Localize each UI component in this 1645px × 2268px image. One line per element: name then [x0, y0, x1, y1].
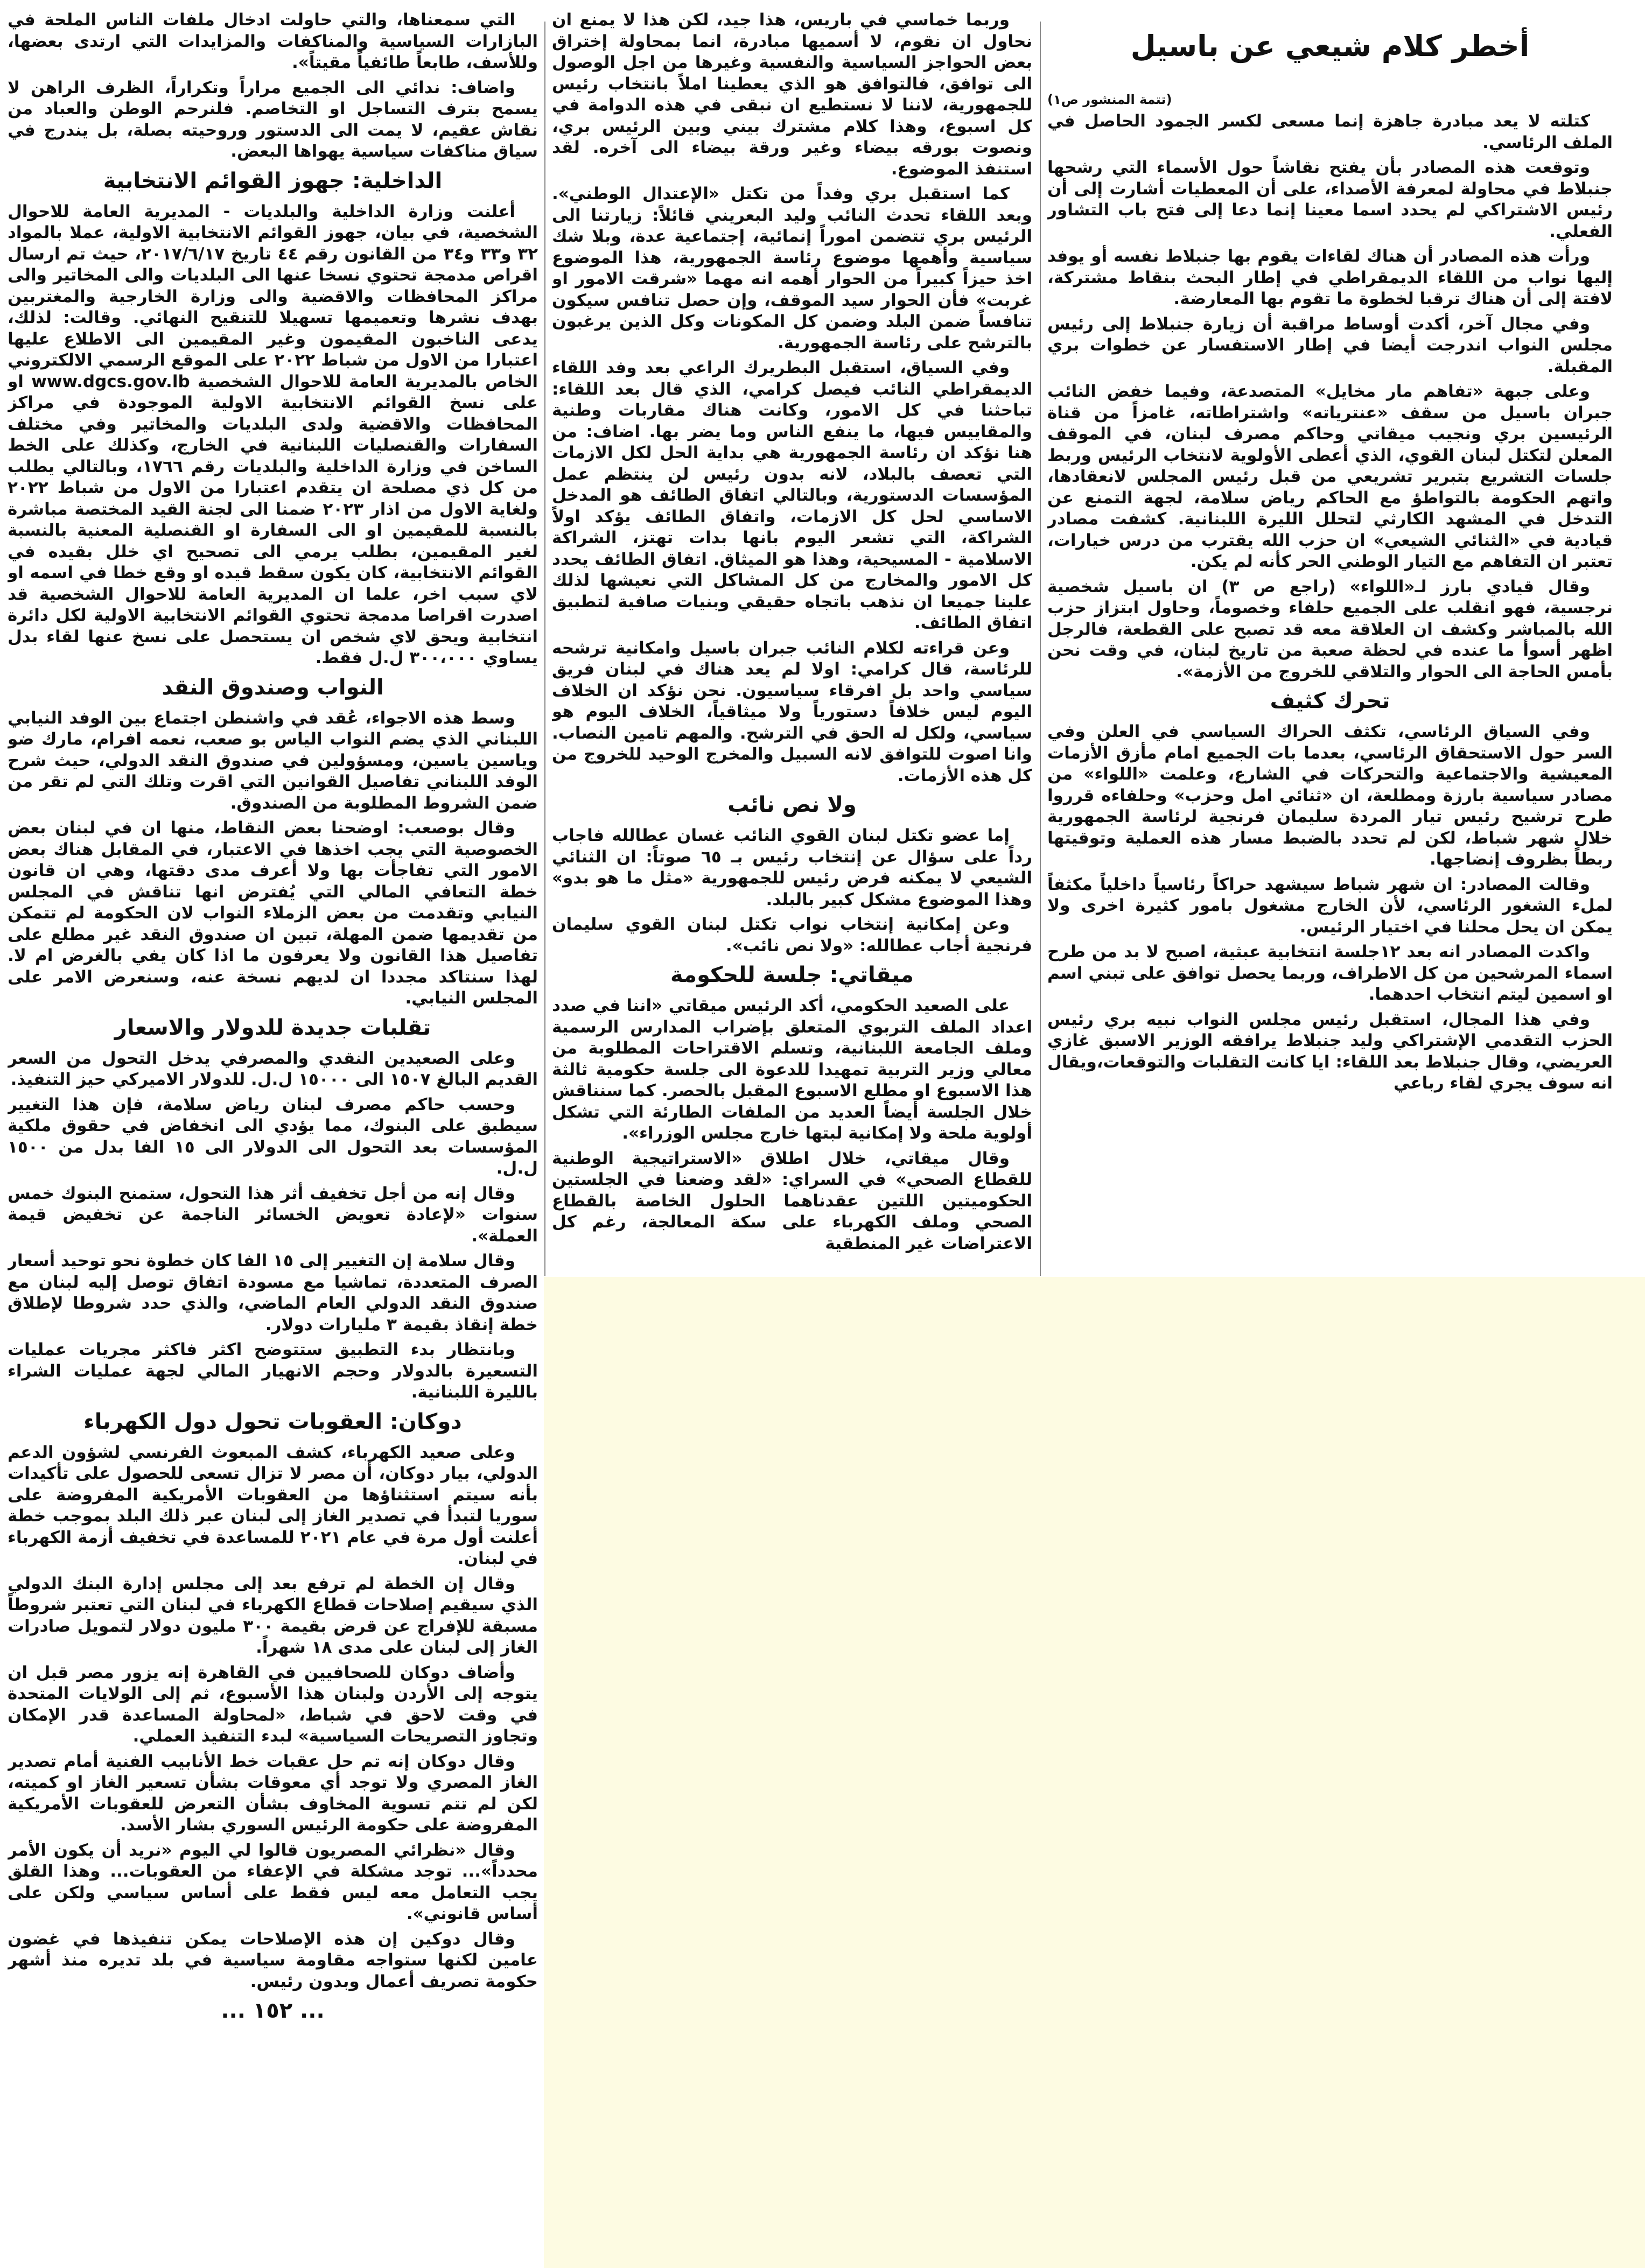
- section-heading: دوكان: العقوبات تحول دول الكهرباء: [83, 1409, 462, 1434]
- paragraph: وسط هذه الاجواء، عُقد في واشنطن اجتماع بين الوفد النيابي اللبناني الذي يضم النواب الياس بو صعب، نعمه افرام، مارك ضو وياسين ياسين، ومسؤولين في صندوق النقد الدولي، حيث شرح الوفد اللبناني تفاصيل القوانين التي اقرت وتلك التي لم تقر من ضمن الشروط المطلوبة من الصندوق.: [8, 708, 538, 813]
- paragraph: وقال «نظرائي المصريون قالوا لي اليوم «نريد أن يكون الأمر محدداً»... توجد مشكلة في الإعفاء من العقوبات... وهذا القلق يجب التعامل معه ليس فقط على أساس سياسي ولكن على أساس قانوني».: [8, 1840, 538, 1923]
- paragraph: وفي السياق الرئاسي، تكثف الحراك السياسي في العلن وفي السر حول الاستحقاق الرئاسي، بعدما بات الجميع امام مأزق الأزمات المعيشية والاجتماعية والتحركات في الشارع، وعلمت «اللواء» من مصادر سياسية بارزة ومطلعة، ان «ثنائي امل وحزب» وحلفاءه قرروا طرح ترشيح رئيس تيار المردة سليمان فرنجية لرئاسة الجمهورية خلال شهر شباط، لكن لم تحدد بالضبط مسار هذه العملية وتوقيتها ربطاً بظروف إنضاجها.: [1047, 722, 1613, 869]
- paragraph: وقال إنه من أجل تخفيف أثر هذا التحول، ستمنح البنوك خمس سنوات «لإعادة تعويض الخسائر الناجمة عن تخفيض قيمة العملة».: [8, 1183, 538, 1246]
- paragraph: واضاف: ندائي الى الجميع مراراً وتكراراً، الظرف الراهن لا يسمح بترف التساجل او التخاصم. فلنرحم الوطن والعباد من نقاش عقيم، لا يمت الى الدستور وروحيته بصلة، بل يندرج في سياق مناكفات سياسية يهواها البعض.: [8, 78, 538, 161]
- section-heading-cut: ... ١٥٢ ...: [221, 1998, 325, 2023]
- paragraph: على الصعيد الحكومي، أكد الرئيس ميقاتي «اننا في صدد اعداد الملف التربوي المتعلق بإضراب المدارس الرسمية وملف الجامعة اللبنانية، وتسلم الاقتراحات المطلوبة من معالي وزير التربية تمهيدا للدعوة الى جلسة حكومية ثالثة هذا الاسبوع او مطلع الاسبوع المقبل بالحصر. كما سنناقش خلال الجلسة أيضاً العديد من الملفات الطارئة التي تشكل أولوية ملحة ولا إمكانية لبتها خارج مجلس الوزراء».: [552, 996, 1032, 1143]
- section-heading: تحرك كثيف: [1270, 689, 1390, 713]
- paragraph: وعلى جبهة «تفاهم مار مخايل» المتصدعة، وفيما خفض النائب جبران باسيل من سقف «عنترياته» واشتراطاته، غامزاً من قناة الرئيسين بري ونجيب ميقاتي وحاكم مصرف لبنان، في الموقف المعلن لتكتل لبنان القوي، الذي أعطى الأولوية لانتخاب الرئيس وربط جلسات التشريع بتبرير تشريعي من قبل رئيس المجلس لانعقادها، واتهم الحكومة بالتواطؤ مع الحاكم رياض سلامة، لجهة التمنع عن التدخل في المشهد الكارثي لتحلل الليرة اللبنانية. كشفت مصادر قيادية في «الثنائي الشيعي» ان حزب الله يقترب من درس خيارات، تعتبر ان التفاهم مع التيار الوطني الحر كأنه لم يكن.: [1047, 382, 1613, 571]
- paragraph: وأضاف دوكان للصحافيين في القاهرة إنه يزور مصر قبل ان يتوجه إلى الأردن ولبنان هذا الأسبوع، ثم إلى الولايات المتحدة في وقت لاحق في شباط، «لمحاولة المساعدة قدر الإمكان وتجاوز التصريحات السياسية» لبدء التنفيذ العملي.: [8, 1662, 538, 1746]
- paragraph: وقال إن الخطة لم ترفع بعد إلى مجلس إدارة البنك الدولي الذي سيقيم إصلاحات قطاع الكهرباء في لبنان التي تعتبر شروطاً مسبقة للإفراج عن قرض بقيمة ٣٠٠ مليون دولار لتمويل صادرات الغاز إلى لبنان على مدى ١٨ شهراً.: [8, 1574, 538, 1657]
- column-middle: [552, 10, 1032, 1275]
- paragraph: وربما خماسي في باريس، هذا جيد، لكن هذا لا يمنع ان نحاول ان نقوم، لا أسميها مبادرة، انما بمحاولة إختراق بعض الحواجز السياسية والنفسية وغيرها من اجل الوصول الى توافق، فالتوافق هو الذي يعطينا املاً بانتخاب رئيس للجمهورية، لاننا لا نستطيع ان نبقى في هذه الدوامة في كل اسبوع، وهذا كلام مشترك بيني وبين الرئيس بري، ونصوت بورقه بيضاء وغير ورقة بيضاء الى آخره. لقد استنفذ الموضوع.: [552, 10, 1032, 179]
- paragraph: وعلى الصعيدين النقدي والمصرفي يدخل التحول من السعر القديم البالغ ١٥٠٧ الى ١٥٠٠٠ ل.ل. للدولار الاميركي حيز التنفيذ.: [8, 1048, 538, 1089]
- paragraph: وعن قراءته لكلام النائب جبران باسيل وامكانية ترشحه للرئاسة، قال كرامي: اولا لم يعد هناك في لبنان فريق سياسي واحد بل افرقاء سياسيون. نحن نؤكد ان الخلاف اليوم ليس خلافاً دستورياً ولا ميثاقياً، الخلاف اليوم هو سياسي، ولكل له الحق في الترشح. والمهم تامين النصاب. وانا اصوت للتوافق لانه السبيل والمخرج الوحيد للخروج من كل هذه الأزمات.: [552, 638, 1032, 785]
- paragraph: وفي هذا المجال، استقبل رئيس مجلس النواب نبيه بري رئيس الحزب التقدمي الإشتراكي وليد جنبلاط يرافقه الوزير الاسبق غازي العريضي، وقال جنبلاط بعد اللقاء: ايا كانت التقلبات والتوقعات،ويقال انه سوف يجري لقاء رباعي: [1047, 1009, 1613, 1093]
- paragraph: واكدت المصادر انه بعد ١٢جلسة انتخابية عبثية، اصبح لا بد من طرح اسماء المرشحين من كل الاطراف، وربما يحصل توافق على تبني اسم او اسمين ليتم انتخاب احدهما.: [1047, 942, 1613, 1004]
- section-heading: الداخلية: جهوز القوائم الانتخابية: [103, 168, 443, 193]
- section-heading: تقلبات جديدة للدولار والاسعار: [114, 1015, 431, 1040]
- paragraph: وقالت المصادر: ان شهر شباط سيشهد حراكاً رئاسياً داخلياً مكثفاً لملء الشغور الرئاسي، لأن الخارج مشغول بامور كثيرة اخرى ولا يمكن ان يحل محلنا في اختيار الرئيس.: [1047, 874, 1613, 937]
- paragraph: وقال دوكين إن هذه الإصلاحات يمكن تنفيذها في غضون عامين لكنها ستواجه مقاومة سياسية في بلد تديره منذ أشهر حكومة تصريف أعمال وبدون رئيس.: [8, 1929, 538, 1991]
- paragraph: وفي مجال آخر، أكدت أوساط مراقبة أن زيارة جنبلاط إلى رئيس مجلس النواب اندرجت أيضا في إطار الاستفسار عن خطوات بري المقبلة.: [1047, 314, 1613, 376]
- paragraph: وقال قيادي بارز لـ«اللواء» (راجع ص ٣) ان باسيل شخصية نرجسية، فهو انقلب على الجميع حلفاء وخصوماً، وحاول ابتزاز حزب الله بالمباشر وكشف ان العلاقة معه قد تصبح على القطعة، فالرجل اظهر أسوأ ما عنده في لحظة صعبة من تاريخ لبنان، في وقت نحن بأمس الحاجة الى الحوار والتلاقي للخروج من الأزمة».: [1047, 577, 1613, 682]
- column-right: [1047, 27, 1613, 1303]
- paragraph: وعلى صعيد الكهرباء، كشف المبعوث الفرنسي لشؤون الدعم الدولي، بيار دوكان، أن مصر لا تزال تسعى للحصول على تأكيدات بأنه سيتم استثناؤها من العقوبات الأمريكية المفروضة على سوريا لتبدأ في تصدير الغاز إلى لبنان عبر ذلك البلد بموجب خطة أعلنت أول مرة في عام ٢٠٢١ للمساعدة في تخفيف أزمة الكهرباء في لبنان.: [8, 1442, 538, 1568]
- column-divider: [544, 22, 545, 1276]
- column-divider: [1040, 22, 1041, 1276]
- article-title: أخطر كلام شيعي عن باسيل: [1130, 29, 1530, 63]
- paragraph: وحسب حاكم مصرف لبنان رياض سلامة، فإن هذا التغيير سيطبق على البنوك، مما يؤدي الى انخفاض في حقوق ملكية المؤسسات بعد التحول الى الدولار الى ١٥ الفا بدل من ١٥٠٠ ل.ل.: [8, 1094, 538, 1178]
- paragraph: وعن إمكانية إنتخاب نواب تكتل لبنان القوي سليمان فرنجية أجاب عطالله: «ولا نص نائب».: [552, 915, 1032, 956]
- paragraph: إما عضو تكتل لبنان القوي النائب غسان عطالله فاجاب رداً على سؤال عن إنتخاب رئيس بـ ٦٥ صوتاً: ان الثنائي الشيعي لا يمكنه فرض رئيس للجمهورية «مثل ما هو بدو» وهذا الموضوع مشكل كبير بالبلد.: [552, 826, 1032, 909]
- paragraph: التي سمعناها، والتي حاولت ادخال ملفات الناس الملحة في البازارات السياسية والمناكفات والمزايدات التي ارتدى بعضها، وللأسف، طابعاً طائفياً مقيتاً».: [8, 10, 538, 72]
- section-heading: ولا نص نائب: [727, 792, 857, 817]
- paragraph: وقال ميقاتي، خلال اطلاق «الاستراتيجية الوطنية للقطاع الصحي» في السراي: «لقد وضعنا في الجلستين الحكوميتين اللتين عقدناهما الحلول الخاصة بالقطاع الصحي وملف الكهرباء على سكة المعالجة، رغم كل الاعتراضات غير المنطقية: [552, 1148, 1032, 1253]
- paragraph: وفي السياق، استقبل البطريرك الراعي بعد وفد اللقاء الديمقراطي النائب فيصل كرامي، الذي قال بعد اللقاء: تباحثنا في كل الامور، وكانت هناك مقاربات وطنية والمقاييس فيها، ما ينفع الناس وما يضر بها. اضاف: من هنا نؤكد ان رئاسة الجمهورية هي بداية الحل لكل الازمات التي تعصف بالبلاد، لانه بدون رئيس لن ينتظم عمل المؤسسات الدستورية، وبالتالي اتفاق الطائف هو المدخل الاساسي لحل كل الازمات، واتفاق الطائف يؤكد اولاً الشراكة، التي تشعر اليوم بانها بدات تهتز، الشراكة الاسلامية - المسيحية، وهذا هو الميثاق. اتفاق الطائف يحدد كل الامور والمخارج من كل المشاكل التي نعيشها لذلك علينا جميعا ان نذهب باتجاه حقيقي وبنيات صافية لتطبيق اتفاق الطائف.: [552, 358, 1032, 633]
- paragraph: وقال سلامة إن التغيير إلى ١٥ الفا كان خطوة نحو توحيد أسعار الصرف المتعددة، تماشيا مع مسودة اتفاق توصل إليه لبنان مع صندوق النقد الدولي العام الماضي، والذي حدد شروطا لإطلاق خطة إنقاذ بقيمة ٣ مليارات دولار.: [8, 1251, 538, 1335]
- paragraph: كتلته لا يعد مبادرة جاهزة إنما مسعى لكسر الجمود الحاصل في الملف الرئاسي.: [1047, 111, 1613, 152]
- paragraph: وتوقعت هذه المصادر بأن يفتح نقاشاً حول الأسماء التي رشحها جنبلاط في محاولة لمعرفة الأصداء، على أن المعطيات أشارت إلى أن رئيس الاشتراكي لم يحدد اسما معينا إنما دعا إلى فتح باب التشاور الفعلي.: [1047, 158, 1613, 241]
- section-heading: النواب وصندوق النقد: [162, 675, 384, 700]
- paragraph: أعلنت وزارة الداخلية والبلديات - المديرية العامة للاحوال الشخصية، في بيان، جهوز القوائم الانتخابية الاولية، عملا بالمواد ٣٢ و٣٣ و٣٤ من القانون رقم ٤٤ تاريخ ٢٠١٧/٦/١٧، حيث تم ارسال اقراص مدمجة تحتوي نسخا عنها الى البلديات والى المخاتير والى مراكز المحافظات والاقضية والى وزارة الخارجية والمغتربين بهدف نشرها وتعميمها تسهيلا للتنقيح النهائي. وقالت: لذلك، يدعى الناخبون المقيمون وغير المقيمين الى الاطلاع عليها اعتبارا من الاول من شباط ٢٠٢٢ على الموقع الرسمي الالكتروني الخاص بالمديرية العامة للاحوال الشخصية www.dgcs.gov.lb او على نسخ القوائم الانتخابية الاولية الموجودة في مراكز المحافظات والاقضية ولدى البلديات والمخاتير وفي مختلف السفارات والقنصليات اللبنانية في الخارج، وكذلك على الخط الساخن في وزارة الداخلية والبلديات رقم ١٧٦٦، وبالتالي يطلب من كل ذي مصلحة ان يتقدم اعتبارا من الاول من شباط ٢٠٢٢ ولغاية الاول من اذار ٢٠٢٣ ضمنا الى لجنة القيد المختصة مباشرة بالنسبة للمقيمين او الى السفارة او القنصلية المعنية بالنسبة لغير المقيمين، بطلب يرمي الى تصحيح اي خلل بقيده في القوائم الانتخابية، كان يكون سقط قيده او وقع خطا في اسمه او لاي سبب اخر، علما ان المديرية العامة للاحوال الشخصية قد اصدرت اقراصا مدمجة تحتوي القوائم الانتخابية الاولية لكل دائرة انتخابية ويحق لاي شخص ان يستحصل على نسخ عنها لقاء بدل يساوي ٣٠٠،٠٠٠ ل.ل فقط.: [8, 201, 538, 668]
- section-heading: ميقاتي: جلسة للحكومة: [670, 963, 914, 987]
- continuation-note: (تتمة المنشور ص١): [1047, 92, 1172, 107]
- paragraph: كما استقبل بري وفداً من تكتل «الإعتدال الوطني». وبعد اللقاء تحدث النائب وليد البعريني قائلاً: زيارتنا الى الرئيس بري تتضمن اموراً إنمائية، إجتماعية عدة، وبلا شك سياسية وأهمها موضوع رئاسة الجمهورية، هذا الموضوع اخذ حيزاً كبيراً من الحوار أهمه انه مهما «شرقت الامور او غربت» فأن الحوار سيد الموقف، وإن حصل تنافس سيكون تنافساً ضمن البلد وضمن كل المكونات وكل الذين يرغبون بالترشح على رئاسة الجمهورية.: [552, 184, 1032, 353]
- column-left: [8, 10, 538, 2268]
- paragraph: وبانتظار بدء التطبيق ستتوضح اكثر فاكثر مجريات عمليات التسعيرة بالدولار وحجم الانهيار المالي لجهة عمليات الشراء بالليرة اللبنانية.: [8, 1340, 538, 1402]
- yellow-blank-area: [544, 1277, 1645, 2268]
- paragraph: وقال بوصعب: اوضحنا بعض النقاط، منها ان في لبنان بعض الخصوصية التي يجب اخذها في الاعتبار، في المقابل هناك بعض الامور التي تفاجأت بها ولا أعرف مدى دقتها، وهي ان قانون خطة التعافي المالي التي يُفترض انها تناقش في المجلس النيابي وتقدمت من بعض الزملاء النواب لان الحكومة لم تتمكن من تقديمها ضمن المهلة، تبين ان صندوق النقد غير مطلع على تفاصيل هذا القانون ولا يعرفون ما اذا كان يفي بالغرض ام لا. لهذا سنتاكد مجددا ان لديهم نسخة عنه، وسنعرض الامر على المجلس النيابي.: [8, 818, 538, 1008]
- paragraph: وقال دوكان إنه تم حل عقبات خط الأنابيب الفنية أمام تصدير الغاز المصري ولا توجد أي معوقات بشأن تسعير الغاز او كميته، لكن لم تتم تسوية المخاوف بشأن التعرض للعقوبات الأمريكية المفروضة على حكومة الرئيس السوري بشار الأسد.: [8, 1751, 538, 1835]
- paragraph: ورأت هذه المصادر أن هناك لقاءات يقوم بها جنبلاط نفسه أو يوفد إليها نواب من اللقاء الديمقراطي في إطار البحث بنقاط مشتركة، لافتة إلى أن هناك ترقبا لخطوة ما تقوم بها المعارضة.: [1047, 247, 1613, 308]
